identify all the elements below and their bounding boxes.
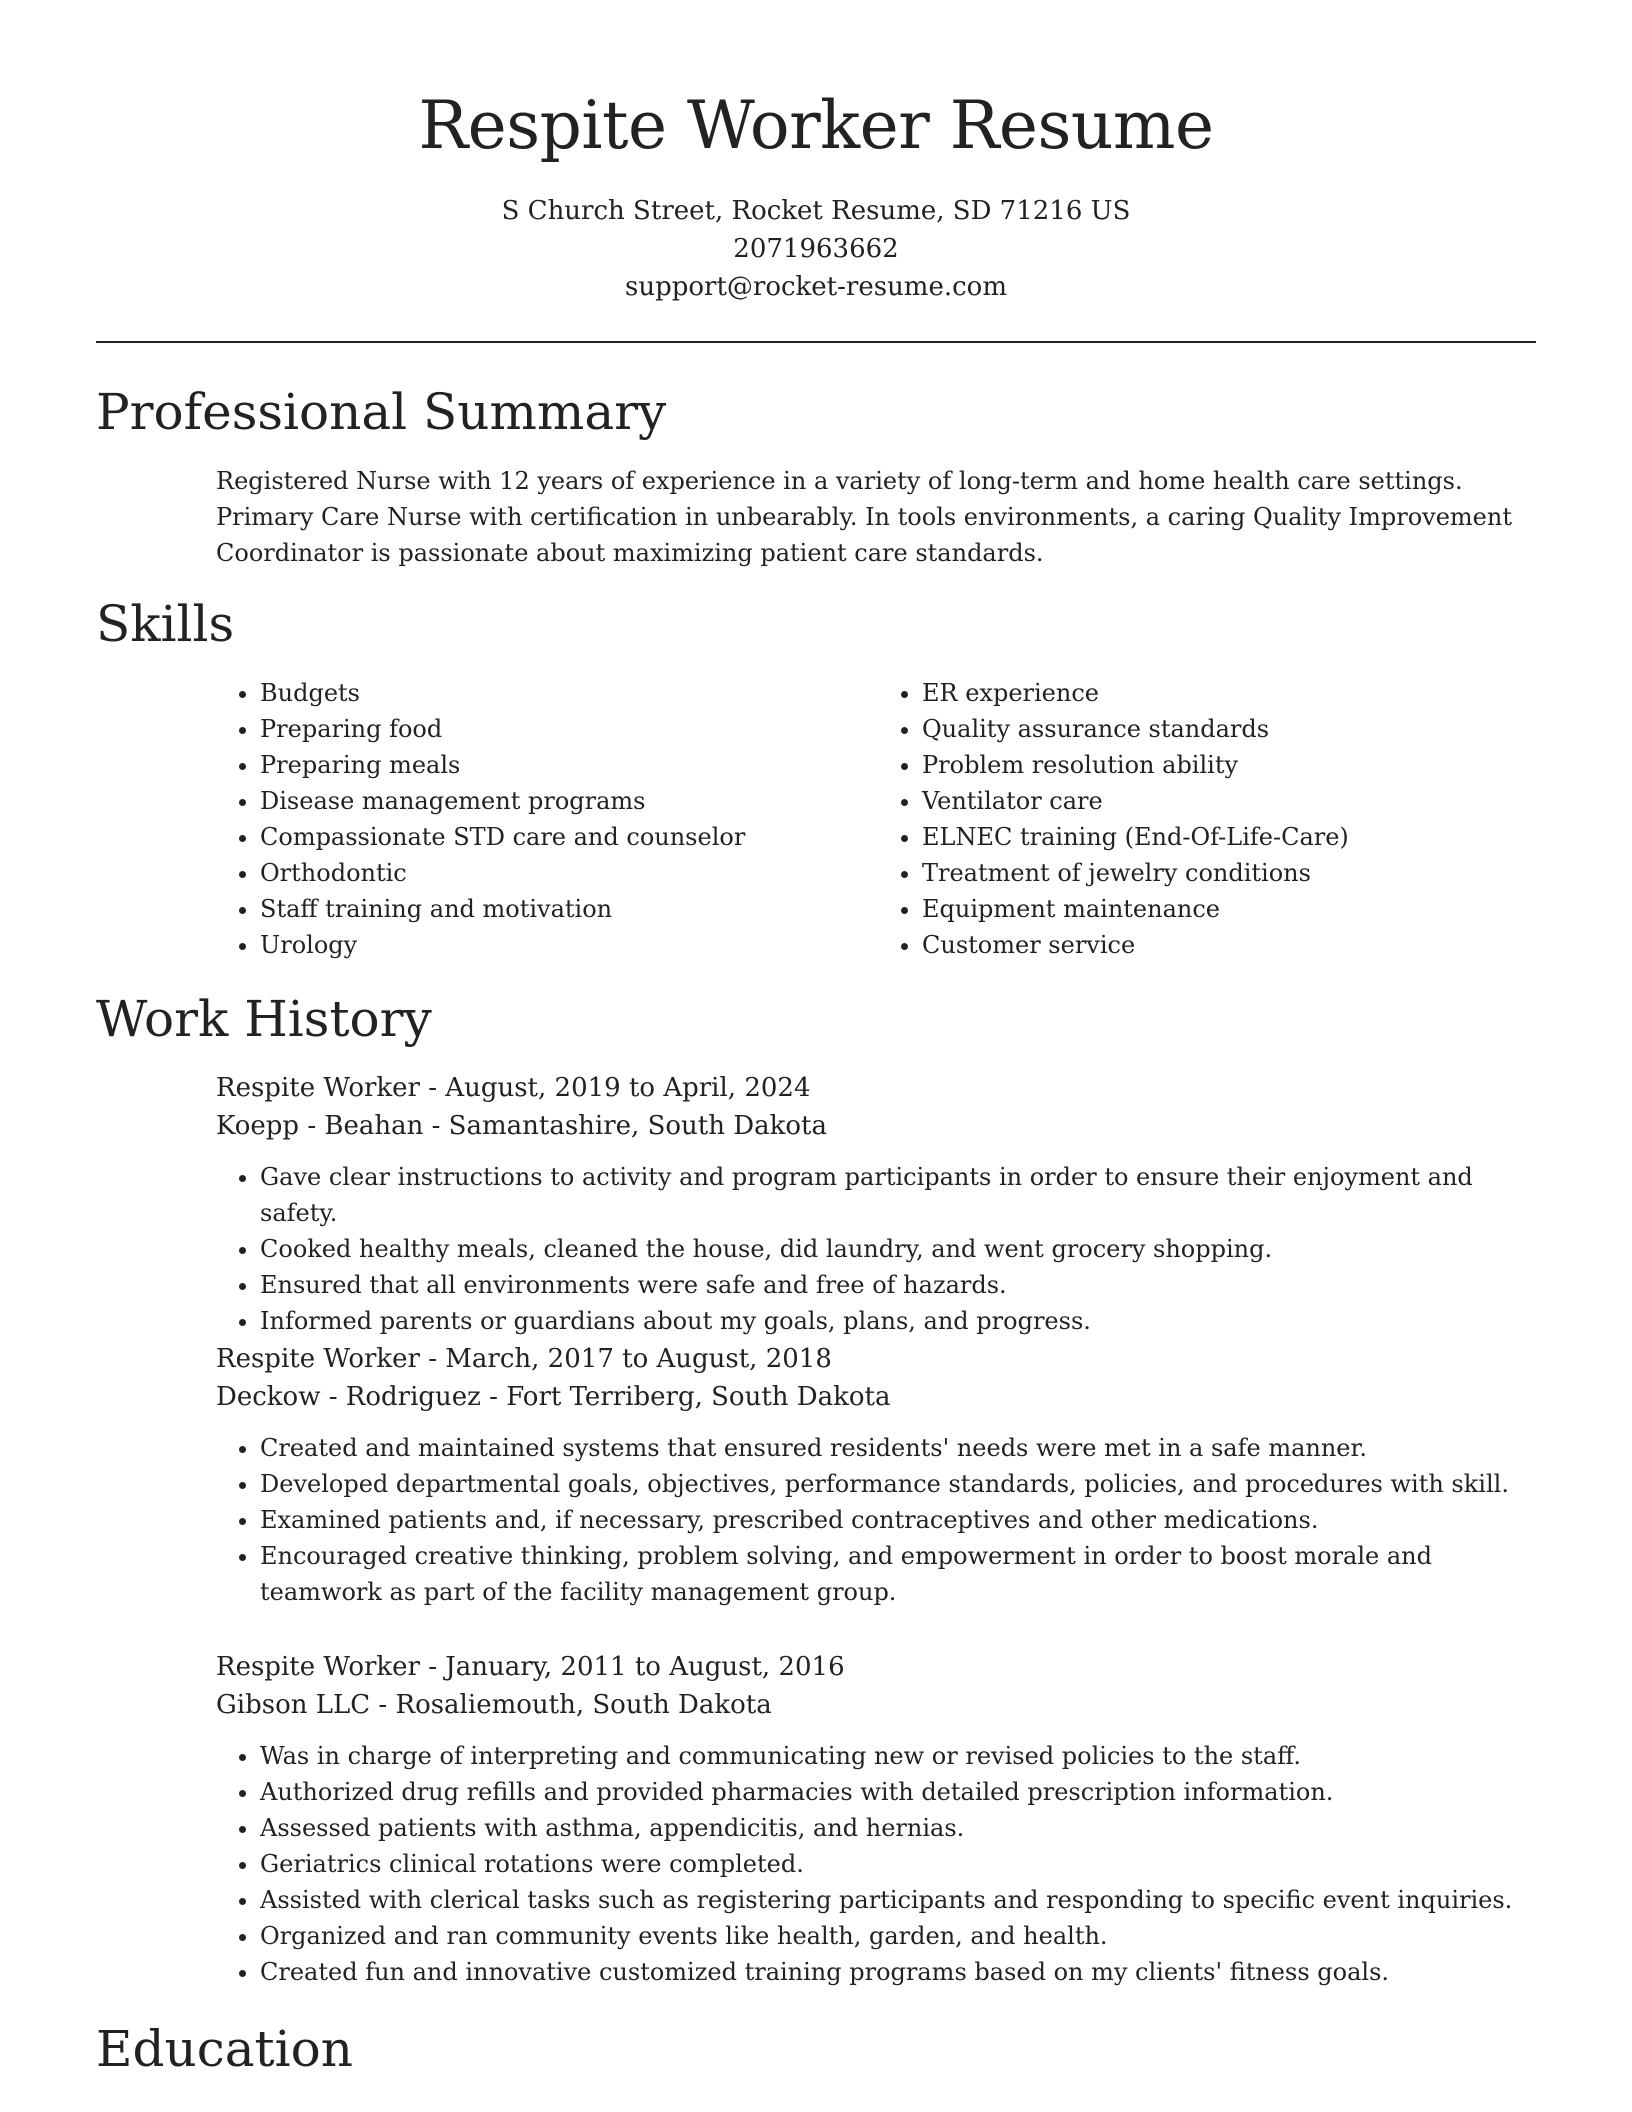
header-divider: [96, 341, 1536, 343]
job-bullet: • Developed departmental goals, objectives, performance standards, policies, and procedures with skill.: [260, 1466, 1540, 1502]
job-role: Respite Worker: [216, 1652, 420, 1682]
job-company-line: [216, 1686, 1540, 1724]
contact-address: S Church Street, Rocket Resume, SD 71216 US: [501, 196, 1131, 226]
skill-item: • Quality assurance standards: [922, 711, 1540, 747]
resume-header: [0, 0, 1632, 306]
job-bullet: • Created and maintained systems that ensured residents' needs were met in a safe manner.: [260, 1430, 1540, 1466]
skill-item: • Equipment maintenance: [922, 891, 1540, 927]
job-bullets: [216, 1159, 1540, 1339]
job-entry-3: [216, 1648, 1540, 1990]
job-role: Respite Worker: [216, 1344, 420, 1374]
skills-list-right: [878, 675, 1540, 963]
contact-block: [0, 192, 1632, 306]
skill-item: • Disease management programs: [260, 783, 878, 819]
job-bullet: • Organized and ran community events like health, garden, and health.: [260, 1918, 1540, 1954]
education-heading: Education: [96, 2020, 353, 2078]
resume-title: Respite Worker Resume: [418, 87, 1214, 164]
job-entry-2: [216, 1340, 1540, 1610]
skill-item: • Orthodontic: [260, 855, 878, 891]
job-bullet: • Ensured that all environments were safe and free of hazards.: [260, 1267, 1540, 1303]
job-title-line: [216, 1069, 1540, 1107]
job-bullet: • Assisted with clerical tasks such as registering participants and responding to specific event inquiries.: [260, 1882, 1540, 1918]
job-bullet: • Cooked healthy meals, cleaned the house, did laundry, and went grocery shopping.: [260, 1231, 1540, 1267]
skill-item: • ELNEC training (End-Of-Life-Care): [922, 819, 1540, 855]
job-bullets: [216, 1738, 1540, 1990]
job-bullet: • Authorized drug refills and provided pharmacies with detailed prescription information.: [260, 1774, 1540, 1810]
job-bullet: • Encouraged creative thinking, problem solving, and empowerment in order to boost morale and teamwork as part of the facility management group.: [260, 1538, 1540, 1610]
skill-item: • Ventilator care: [922, 783, 1540, 819]
skill-item: • Compassionate STD care and counselor: [260, 819, 878, 855]
skill-item: • Budgets: [260, 675, 878, 711]
skill-item: • Customer service: [922, 927, 1540, 963]
job-bullet: • Geriatrics clinical rotations were completed.: [260, 1846, 1540, 1882]
skills-section: [216, 675, 1540, 963]
job-bullet: • Assessed patients with asthma, appendicitis, and hernias.: [260, 1810, 1540, 1846]
job-entry-1: [216, 1069, 1540, 1339]
job-company: Deckow - Rodriguez: [216, 1382, 481, 1412]
skill-item: • Preparing meals: [260, 747, 878, 783]
job-location: - Fort Terriberg, South Dakota: [480, 1382, 891, 1412]
skills-list-left: [216, 675, 878, 963]
job-company-line: [216, 1107, 1540, 1145]
job-company: Gibson LLC: [216, 1690, 371, 1720]
job-location: - Samantashire, South Dakota: [423, 1111, 827, 1141]
job-bullet: • Created fun and innovative customized training programs based on my clients' fitness goals.: [260, 1954, 1540, 1990]
job-dates: - January, 2011 to August, 2016: [419, 1652, 845, 1682]
job-bullet: • Examined patients and, if necessary, prescribed contraceptives and other medications.: [260, 1502, 1540, 1538]
skill-item: • ER experience: [922, 675, 1540, 711]
skill-item: • Preparing food: [260, 711, 878, 747]
job-dates: - March, 2017 to August, 2018: [419, 1344, 832, 1374]
job-title-line: [216, 1648, 1540, 1686]
skills-heading: Skills: [96, 595, 235, 653]
job-bullet: • Gave clear instructions to activity and program participants in order to ensure their enjoyment and safety.: [260, 1159, 1540, 1231]
job-title-line: [216, 1340, 1540, 1378]
skill-item: • Treatment of jewelry conditions: [922, 855, 1540, 891]
skill-item: • Staff training and motivation: [260, 891, 878, 927]
skill-item: • Problem resolution ability: [922, 747, 1540, 783]
summary-text: Registered Nurse with 12 years of experience in a variety of long-term and home health care settings. Primary Care Nurse with certification in unbearably. In tools environments, a caring Quality Improvement Coordinator is passionate about maximizing patient care standards.: [216, 467, 1512, 567]
job-dates: - August, 2019 to April, 2024: [419, 1073, 811, 1103]
job-bullets: [216, 1430, 1540, 1610]
work-heading: Work History: [96, 990, 432, 1048]
summary-heading: Professional Summary: [96, 383, 667, 441]
job-company-line: [216, 1378, 1540, 1416]
job-bullet: • Was in charge of interpreting and communicating new or revised policies to the staff.: [260, 1738, 1540, 1774]
contact-email: support@rocket-resume.com: [624, 272, 1007, 302]
job-location: - Rosaliemouth, South Dakota: [370, 1690, 772, 1720]
job-bullet: • Informed parents or guardians about my goals, plans, and progress.: [260, 1303, 1540, 1339]
summary-section: [216, 463, 1540, 571]
contact-phone: 2071963662: [733, 234, 899, 264]
job-company: Koepp - Beahan: [216, 1111, 424, 1141]
skill-item: • Urology: [260, 927, 878, 963]
job-role: Respite Worker: [216, 1073, 420, 1103]
